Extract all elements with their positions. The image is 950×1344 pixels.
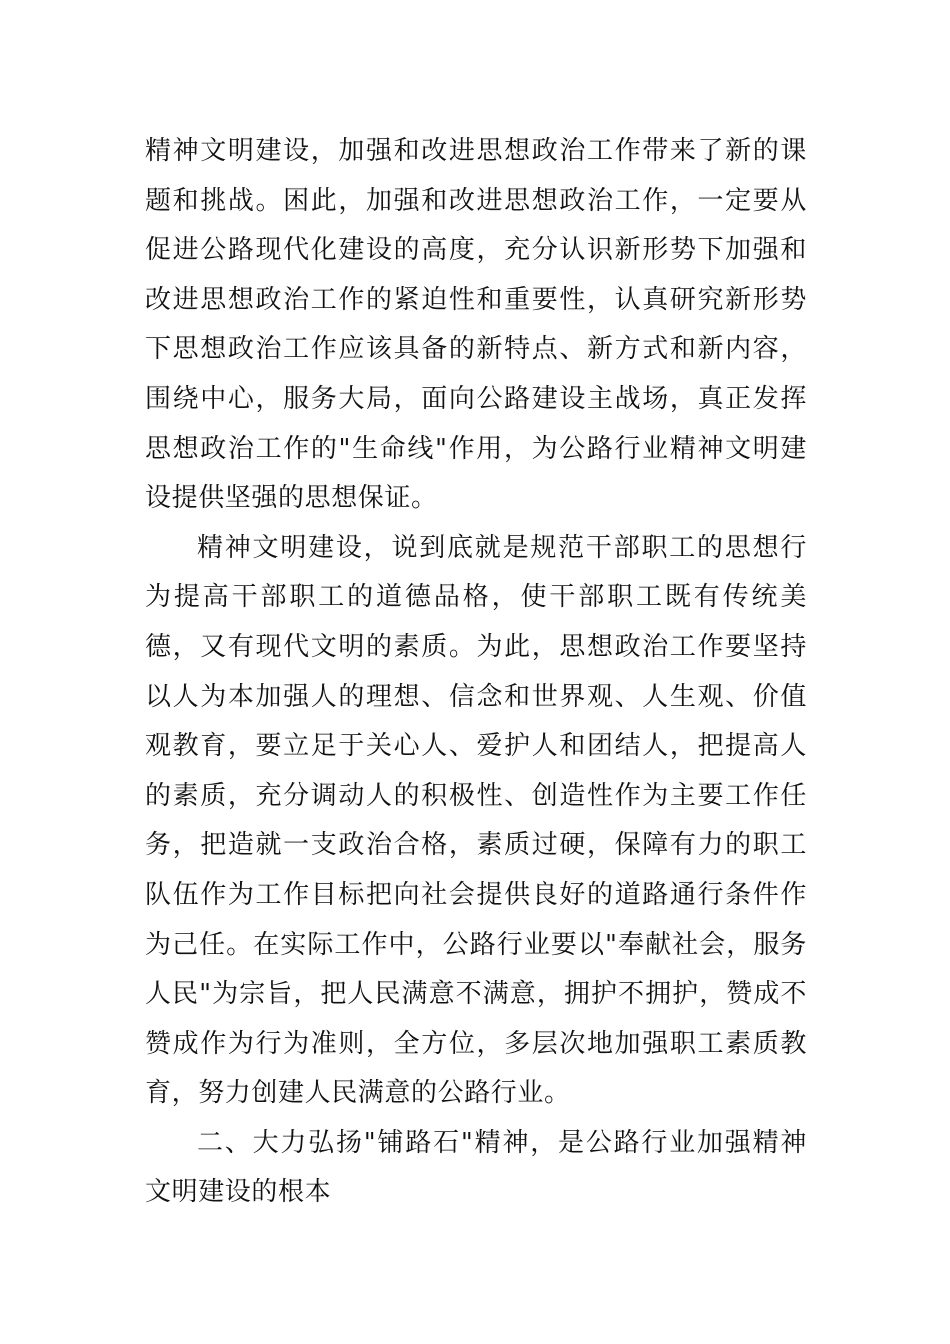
document-body <box>145 127 807 1218</box>
paragraph-continuation: 精神文明建设，加强和改进思想政治工作带来了新的课题和挑战。困此，加强和改进思想政治工作，一定要从促进公路现代化建设的高度，充分认识新形势下加强和改进思想政治工作的紧迫性和重要性，认真研究新形势下思想政治工作应该具备的新特点、新方式和新内容，围绕中心，服务大局，面向公路建设主战场，真正发挥思想政治工作的"生命线"作用，为公路行业精神文明建设提供坚强的思想保证。 <box>145 136 807 514</box>
paragraph-spiritual-civilization: 精神文明建设，说到底就是规范干部职工的思想行为提高干部职工的道德品格，使干部职工既有传统美德，又有现代文明的素质。为此，思想政治工作要坚持以人为本加强人的理想、信念和世界观、人生观、价值观教育，要立足于关心人、爱护人和团结人，把提高人的素质，充分调动人的积极性、创造性作为主要工作任务，把造就一支政治合格，素质过硬，保障有力的职工队伍作为工作目标把向社会提供良好的道路通行条件作为己任。在实际工作中，公路行业要以"奉献社会，服务人民"为宗旨，把人民满意不满意，拥护不拥护，赞成不赞成作为行为准则，全方位，多层次地加强职工素质教育，努力创建人民满意的公路行业。 <box>145 532 807 1109</box>
section-heading-paving-stone-spirit: 二、大力弘扬"铺路石"精神，是公路行业加强精神文明建设的根本 <box>145 1127 807 1208</box>
